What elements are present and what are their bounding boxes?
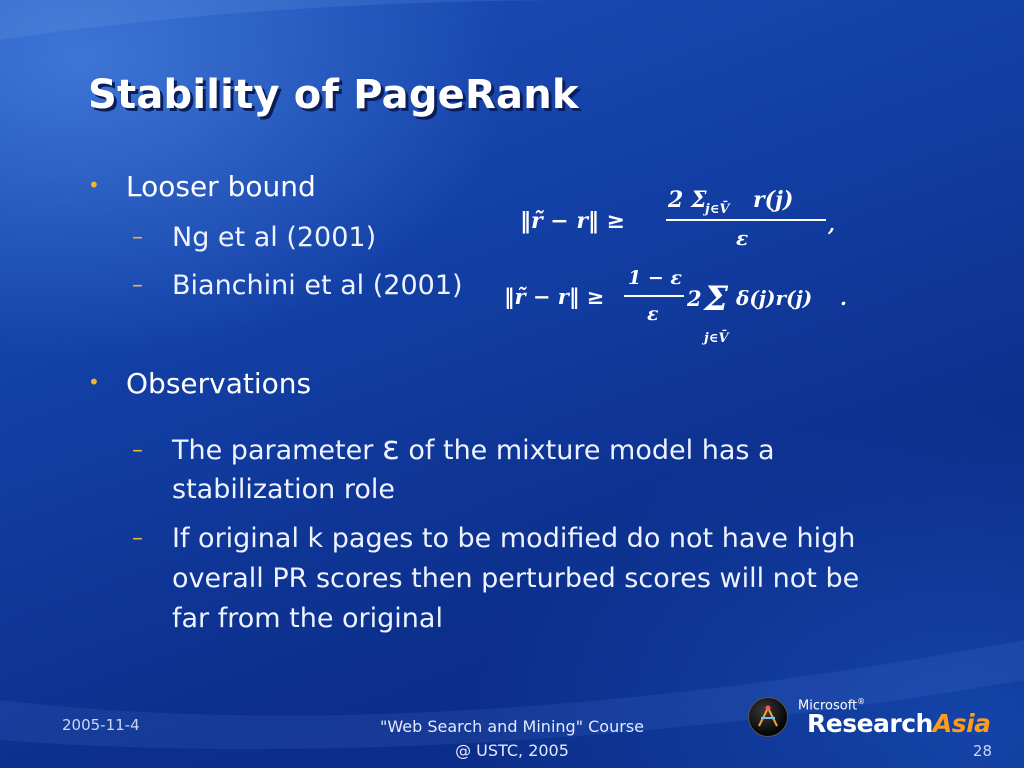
subitem-parameter-cont: stabilization role [172,474,396,505]
formula-ng-bound [520,183,850,253]
footer-date: 2005-11-4 [62,716,140,734]
bullet-text: Observations [126,367,312,400]
formula1-term: r(j) [753,187,794,213]
subitem-original-pages-cont-1: overall PR scores then perturbed scores will not be [172,563,860,594]
subitem-original-pages-cont-2: far from the original [172,603,443,634]
subitem-bianchini [132,270,463,301]
bullet-marker: • [88,173,100,197]
bullet-marker: • [88,370,100,394]
formula2-numerator: 1 − ε [628,267,682,289]
subitem-text: The parameter [172,435,374,466]
formula2-coef: 2 [687,286,702,311]
footer-course-line1: "Web Search and Mining" Course [379,717,644,736]
msr-logo-icon [748,697,788,737]
formula2-end: . [840,286,847,310]
bullet-text: Looser bound [126,170,316,203]
logo-research-asia [807,709,991,738]
formula1-numerator: 2 Σ [668,187,707,213]
formula2-term: δ(j)r(j) [736,286,813,310]
subitem-ng [132,222,376,253]
logo-microsoft-text: Microsoft [798,698,858,714]
formula1-lhs: ‖r̃ − r‖ ≥ [520,208,626,234]
formula-bianchini-bound [504,264,854,350]
logo-registered: ® [857,697,866,706]
formula2-lhs: ‖r̃ − r‖ ≥ [504,284,605,309]
subitem-text: of the mixture model has a [408,435,775,466]
slide-title: Stability of PageRank [88,72,579,118]
sub-marker: – [132,273,143,298]
logo-research: Research [807,709,933,738]
subitem-text: Ng et al (2001) [172,222,377,253]
subitem-text: Bianchini et al (2001) [172,270,463,301]
footer-course [352,715,672,763]
formula2-sum-sub: j∈V̄ [704,331,729,346]
formula2-sum: Σ [704,279,729,319]
formula1-denominator: ε [736,226,749,250]
bullet-looser-bound [88,170,316,203]
sub-marker: – [132,225,143,250]
subitem-original-pages [132,523,855,554]
subitem-text: If original k pages to be modified do not have high [172,523,856,554]
sub-marker: – [132,438,143,463]
subitem-parameter [132,428,775,467]
formula1-end: , [828,212,835,236]
logo-asia: Asia [932,709,991,738]
formula2-denominator: ε [647,303,659,325]
page-number: 28 [972,742,992,760]
footer-course-line2: @ USTC, 2005 [455,741,569,760]
epsilon-symbol: ε [381,428,400,467]
sub-marker: – [132,526,143,551]
bullet-observations [88,367,311,400]
formula1-subscript: j∈V̄ [705,202,730,217]
